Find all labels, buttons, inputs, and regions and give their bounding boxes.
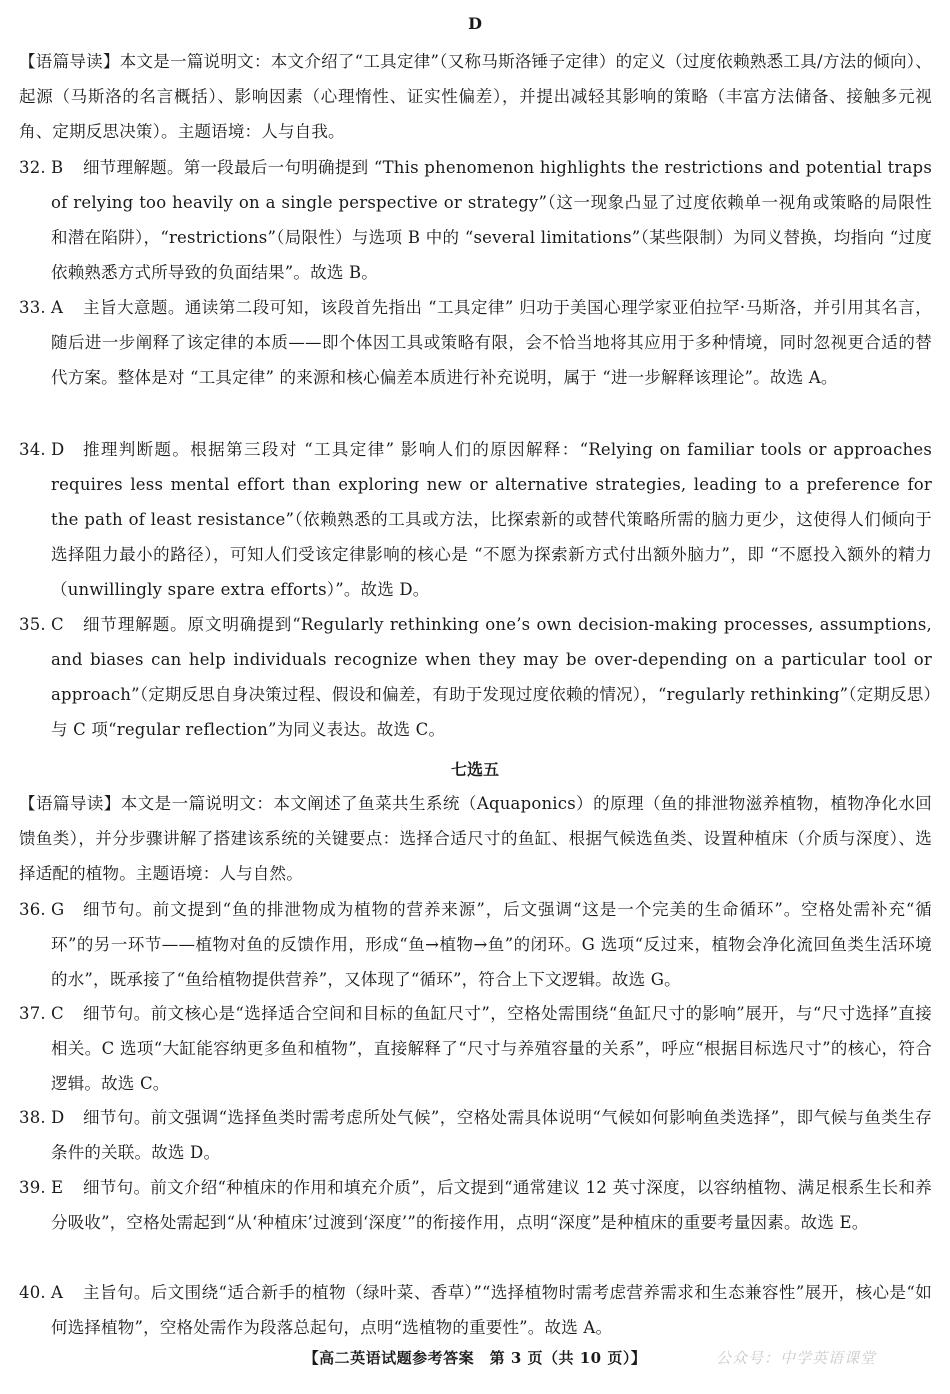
answer-item-32 <box>19 150 932 290</box>
item-explanation: 主旨句。后文围绕“适合新手的植物（绿叶菜、香草）”“选择植物时需考虑营养需求和生态兼容性”展开，核心是“如何选择植物”，空格处需作为段落总起句，点明“选植物的重要性”。故选 A。 <box>51 1283 932 1337</box>
item-answer: C <box>51 1004 64 1023</box>
item-number: 40. <box>19 1283 46 1302</box>
item-number: 33. <box>19 298 46 317</box>
answer-item-36 <box>19 892 932 997</box>
item-answer: B <box>51 158 64 177</box>
item-explanation: 主旨大意题。通读第二段可知，该段首先指出 “工具定律” 归功于美国心理学家亚伯拉罕·马斯洛，并引用其名言，随后进一步阐释了该定律的本质——即个体因工具或策略有限，会不恰当地将其应用于多种情境，同时忽视更合适的替代方案。整体是对 “工具定律” 的来源和核心偏差本质进行补充说明，属于 “进一步解释该理论”。故选 A。 <box>51 298 932 387</box>
item-explanation: 细节句。前文强调“选择鱼类时需考虑所处气候”，空格处需具体说明“气候如何影响鱼类选择”，即气候与鱼类生存条件的关联。故选 D。 <box>51 1108 932 1162</box>
item-answer: A <box>51 298 64 317</box>
item-number: 35. <box>19 615 46 634</box>
item-number: 34. <box>19 440 46 459</box>
item-number: 37. <box>19 1004 46 1023</box>
item-number: 39. <box>19 1178 46 1197</box>
answer-item-37 <box>19 996 932 1101</box>
item-explanation: 细节句。前文介绍“种植床的作用和填充介质”，后文提到“通常建议 12 英寸深度，以容纳植物、满足根系生长和养分吸收”，空格处需起到“从‘种植床’过渡到‘深度’”的衔接作用，点明“深度”是种植床的重要考量因素。故选 E。 <box>51 1178 932 1232</box>
answer-item-35 <box>19 607 932 747</box>
section-d-intro: 【语篇导读】本文是一篇说明文：本文介绍了“工具定律”（又称马斯洛锤子定律）的定义（过度依赖熟悉工具/方法的倾向）、起源（马斯洛的名言概括）、影响因素（心理惰性、证实性偏差），并提出减轻其影响的策略（丰富方法储备、接触多元视角、定期反思决策）。主题语境：人与自我。 <box>19 52 932 141</box>
section-seven-intro: 【语篇导读】本文是一篇说明文：本文阐述了鱼菜共生系统（Aquaponics）的原理（鱼的排泄物滋养植物，植物净化水回馈鱼类），并分步骤讲解了搭建该系统的关键要点：选择合适尺寸的鱼缸、根据气候选鱼类、设置种植床（介质与深度）、选择适配的植物。主题语境：人与自然。 <box>19 794 932 883</box>
section-seven-title: 七选五 <box>450 760 499 779</box>
item-explanation: 细节句。前文核心是“选择适合空间和目标的鱼缸尺寸”，空格处需围绕“鱼缸尺寸的影响”展开，与“尺寸选择”直接相关。C 选项“大缸能容纳更多鱼和植物”，直接解释了“尺寸与养殖容量的关系”，呼应“根据目标选尺寸”的核心，符合逻辑。故选 C。 <box>51 1004 932 1093</box>
item-explanation: 细节理解题。原文明确提到“Regularly rethinking one’s own decision-making processes, assumptions, and biases can help individuals recognize when they may be over-depending on a particular tool or approach”（定期反思自身决策过程、假设和偏差，有助于发现过度依赖的情况），“regularly rethinking”（定期反思）与 C 项“regular reflection”为同义表达。故选 C。 <box>51 615 932 739</box>
answer-item-34 <box>19 432 932 607</box>
item-answer: C <box>51 615 64 634</box>
section-d-title: D <box>468 14 482 33</box>
page-footer: 【高二英语试题参考答案 第 3 页（共 10 页）】 <box>303 1349 647 1367</box>
item-number: 32. <box>19 158 46 177</box>
item-answer: A <box>51 1283 64 1302</box>
item-answer: G <box>51 900 65 919</box>
answer-item-40 <box>19 1275 932 1345</box>
item-number: 38. <box>19 1108 46 1127</box>
item-explanation: 细节句。前文提到“鱼的排泄物成为植物的营养来源”，后文强调“这是一个完美的生命循环”。空格处需补充“循环”的另一环节——植物对鱼的反馈作用，形成“鱼→植物→鱼”的闭环。G 选项“反过来，植物会净化流回鱼类生活环境的水”，既承接了“鱼给植物提供营养”，又体现了“循环”，符合上下文逻辑。故选 G。 <box>51 900 932 989</box>
item-answer: D <box>51 1108 65 1127</box>
watermark-text: 公众号：中学英语课堂 <box>715 1349 876 1367</box>
answer-item-38 <box>19 1100 932 1170</box>
answer-item-39 <box>19 1170 932 1240</box>
item-explanation: 推理判断题。根据第三段对 “工具定律” 影响人们的原因解释：“Relying on familiar tools or approaches requires less mental effort than exploring new or alternative strategies, leading to a preference for the path of least resistance”（依赖熟悉的工具或方法，比探索新的或替代策略所需的脑力更少，这使得人们倾向于选择阻力最小的路径），可知人们受该定律影响的核心是 “不愿为探索新方式付出额外脑力”，即 “不愿投入额外的精力（unwillingly spare extra efforts）”。故选 D。 <box>51 440 932 599</box>
answer-item-33 <box>19 290 932 395</box>
item-answer: E <box>51 1178 64 1197</box>
item-answer: D <box>51 440 65 459</box>
item-explanation: 细节理解题。第一段最后一句明确提到 “This phenomenon highlights the restrictions and potential traps of relying too heavily on a single perspective or strategy”（这一现象凸显了过度依赖单一视角或策略的局限性和潜在陷阱），“restrictions”（局限性）与选项 B 中的 “several limitations”（某些限制）为同义替换，均指向 “过度依赖熟悉方式所导致的负面结果”。故选 B。 <box>51 158 932 282</box>
item-number: 36. <box>19 900 46 919</box>
